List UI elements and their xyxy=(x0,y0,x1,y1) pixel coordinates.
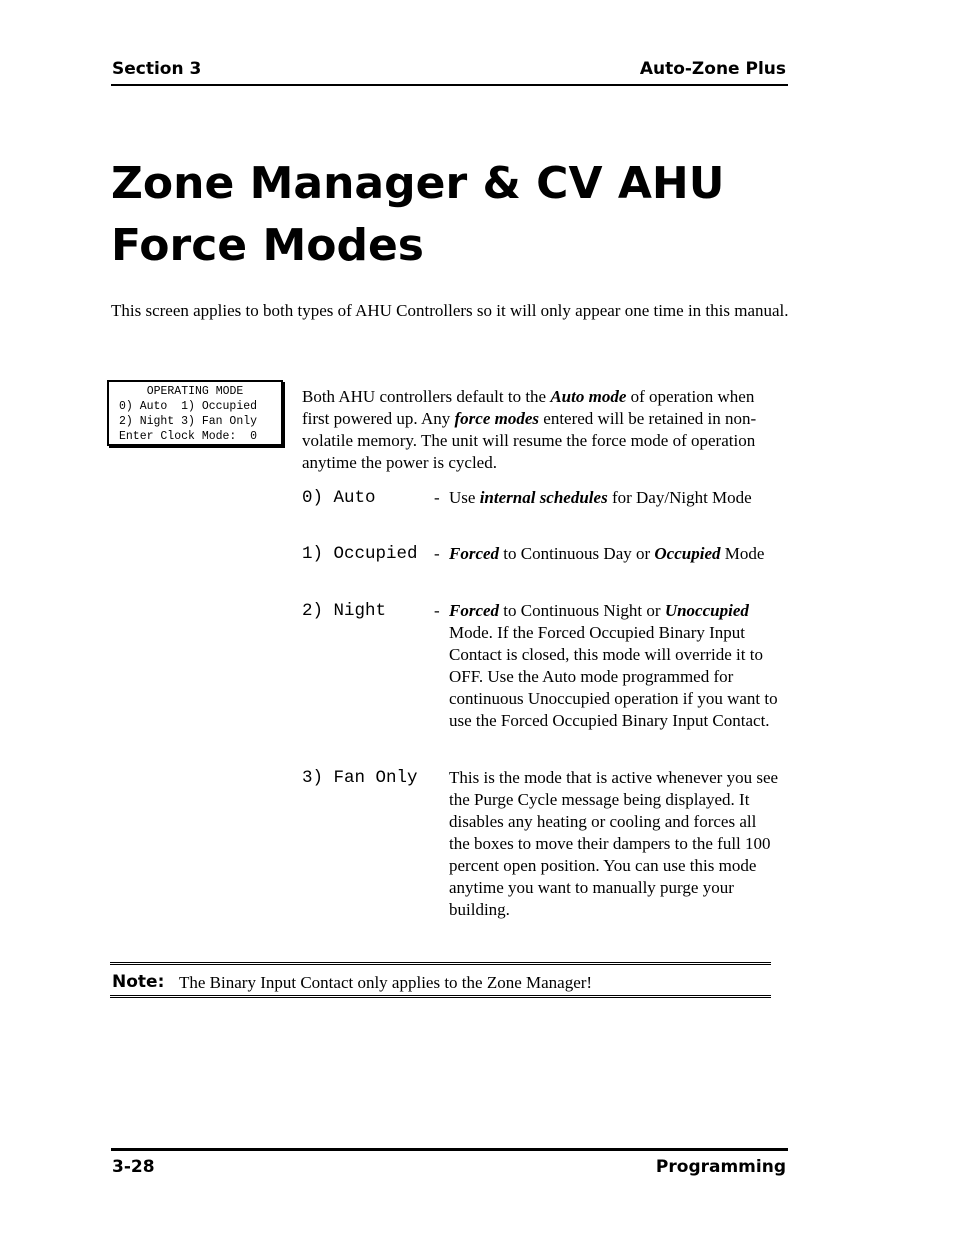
lcd-display xyxy=(107,380,283,446)
lcd-line-1: OPERATING MODE xyxy=(146,385,244,398)
lcd-line-3: 2) Night 3) Fan Only xyxy=(119,415,258,428)
page-number: 3-28 xyxy=(112,1157,155,1177)
intro-paragraph: This screen applies to both types of AHU Controllers so it will only appear one time in this manual. xyxy=(111,301,789,320)
mode-description: Use internal schedules for Day/Night Mode xyxy=(449,488,752,507)
mode-key: 0) Auto xyxy=(302,488,376,508)
description-text: of operation when first powered up. Any xyxy=(302,387,755,428)
page-title xyxy=(111,153,811,277)
mode-description: This is the mode that is active whenever you see the Purge Cycle message being displayed. It disables any heating or cooling and forces all the boxes to move their dampers to the full 100 percent open position. You can use this mode anytime you want to manually purge your building. xyxy=(449,768,779,919)
lcd-line-2: 0) Auto 1) Occupied xyxy=(119,400,258,413)
page-footer xyxy=(111,1148,788,1181)
mode-dash: - xyxy=(434,544,440,563)
note-text: The Binary Input Contact only applies to the Zone Manager! xyxy=(179,973,593,992)
note-label: Note: xyxy=(112,972,165,992)
mode-dash: - xyxy=(434,601,440,620)
page-title-line1: Zone Manager & CV AHU xyxy=(111,158,725,209)
page-title-line2: Force Modes xyxy=(111,220,424,271)
mode-key: 2) Night xyxy=(302,601,387,621)
header-section: Section 3 xyxy=(112,59,202,79)
note-box xyxy=(110,962,771,998)
mode-key: 3) Fan Only xyxy=(302,768,418,788)
description-paragraph xyxy=(302,386,782,474)
mode-description: Forced to Continuous Night or Unoccupied Mode. If the Forced Occupied Binary Input Contact is closed, this mode will override it to OFF. Use the Auto mode programmed for continuous Unoccupied operation if you want to use the Forced Occupied Binary Input Contact. xyxy=(449,601,778,730)
header-product: Auto-Zone Plus xyxy=(639,59,786,79)
page-header xyxy=(111,58,788,86)
description-text: Both AHU controllers default to the xyxy=(302,387,551,406)
description-emphasis: force modes xyxy=(454,409,540,428)
description-emphasis: Auto mode xyxy=(550,387,627,406)
description-text: entered will be retained in non-volatile memory. The unit will resume the force mode of operation anytime the power is cycled. xyxy=(302,409,757,472)
mode-dash: - xyxy=(434,488,440,507)
lcd-line-4: Enter Clock Mode: 0 xyxy=(119,430,258,443)
mode-key: 1) Occupied xyxy=(302,544,418,564)
mode-description: Forced to Continuous Day or Occupied Mode xyxy=(449,544,765,563)
footer-chapter: Programming xyxy=(655,1157,786,1177)
